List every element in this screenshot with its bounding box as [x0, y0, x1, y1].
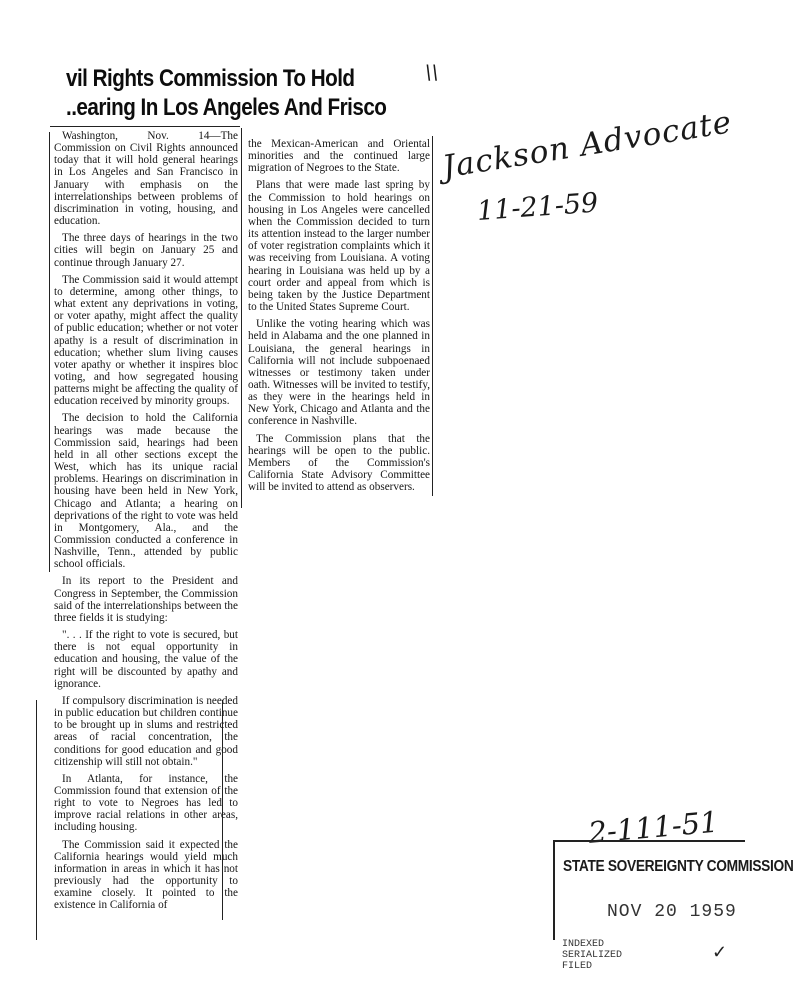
paragraph: Unlike the voting hearing which was held in Alabama and the one planned in Louisiana, the general hearings in California will not include subpoenaed witnesses or testimony taken under oath. Witnesses will be invited to testify, as they were in the hearings held in New York, Chicago and Atlanta and the conference in Nashville. — [248, 318, 430, 428]
handwritten-date: 11-21-59 — [476, 187, 600, 227]
stamp-date: NOV 20 1959 — [607, 902, 737, 922]
paragraph: the Mexican-American and Oriental minorities and the continued large migration of Negroes to the State. — [248, 138, 430, 175]
column1-lower-rule — [36, 700, 37, 940]
handwritten-mark: \\ — [425, 60, 439, 84]
paragraph: Plans that were made last spring by the Commission to hold hearings on housing in Los Angeles were cancelled when the Commission decided to turn its attention instead to the larger number of voter registration complaints which it was receiving from Louisiana. A voting hearing in Louisiana was held up by a court order and appeal from which is being taken by the Justice Department to the United States Supreme Court. — [248, 179, 430, 314]
commission-stamp — [553, 840, 793, 940]
stamp-label-indexed: INDEXED — [562, 939, 605, 950]
headline-line-2: ..earing In Los Angeles And Frisco — [66, 94, 387, 121]
paragraph: The Commission said it expected the California hearings would yield much information in areas in which it has not previously had the opportunity to examine closely. It pointed to the existence in California of — [54, 838, 238, 912]
paragraph: The decision to hold the California hearings was made because the Commission said, hearings had been held in all other sections except the West, which has its unique racial problems. Hearings on discrimination in housing have been held in New York, Chicago and Atlanta; a hearing on deprivations of the right to vote was held in Montgomery, Ala., and the Commission conducted a conference in Nashville, Tenn., attended by public school officials. — [54, 412, 238, 571]
paragraph: In Atlanta, for instance, the Commission found that extension of the right to vote to Negroes has led to improve racial relations in other areas, including housing. — [54, 772, 238, 834]
headline-line-1: vil Rights Commission To Hold — [66, 65, 355, 92]
headline — [66, 64, 387, 122]
paragraph: In its report to the President and Congress in September, the Commission said of the interrelationships between the three fields it is studying: — [54, 575, 238, 624]
column-divider — [241, 128, 242, 508]
stamp-label-serialized: SERIALIZED — [562, 950, 623, 961]
headline-rule — [50, 126, 240, 127]
stamp-title: STATE SOVEREIGNTY COMMISSION — [563, 858, 793, 875]
handwritten-publication: Jackson Advocate — [440, 104, 735, 186]
column2-right-rule — [432, 136, 433, 496]
paragraph: The Commission plans that the hearings will be open to the public. Members of the Commission's California State Advisory Committee will be invited to attend as observers. — [248, 432, 430, 494]
paragraph: The Commission said it would attempt to determine, among other things, to what extent any deprivations in voting, or voter apathy, might affect the quality of public education; whether or not voter apathy is a result of discrimination in education; whether slum living causes voter apathy or whether it inspires bloc voting, and how segregated housing patterns might be affecting the quality of education received by minority groups. — [54, 273, 238, 408]
stamp-label-filed: FILED — [562, 961, 593, 972]
handwritten-stamp-note: 2-111-51 — [587, 804, 720, 850]
article-column-2 — [248, 138, 430, 498]
paragraph: Washington, Nov. 14—The Commission on Civil Rights announced today that it will hold general hearings in Los Angeles and San Francisco in January with emphasis on the interrelationships between problems of discrimination in voting, housing, and education. — [54, 130, 238, 228]
paragraph: If compulsory discrimination is needed in public education but children continue to be brought up in slums and restricted areas of racial concentration, the conditions for good education and good citizenship will still not obtain." — [54, 694, 238, 768]
stamp-labels — [562, 939, 622, 972]
paragraph: The three days of hearings in the two cities will begin on January 25 and continue through January 27. — [54, 232, 238, 269]
article-column-1 — [54, 130, 238, 917]
check-mark-icon: ✓ — [712, 942, 728, 962]
column1-left-rule — [49, 132, 50, 572]
paragraph: ". . . If the right to vote is secured, but there is not equal opportunity in education and housing, the value of the right will be discounted by apathy and ignorance. — [54, 629, 238, 690]
